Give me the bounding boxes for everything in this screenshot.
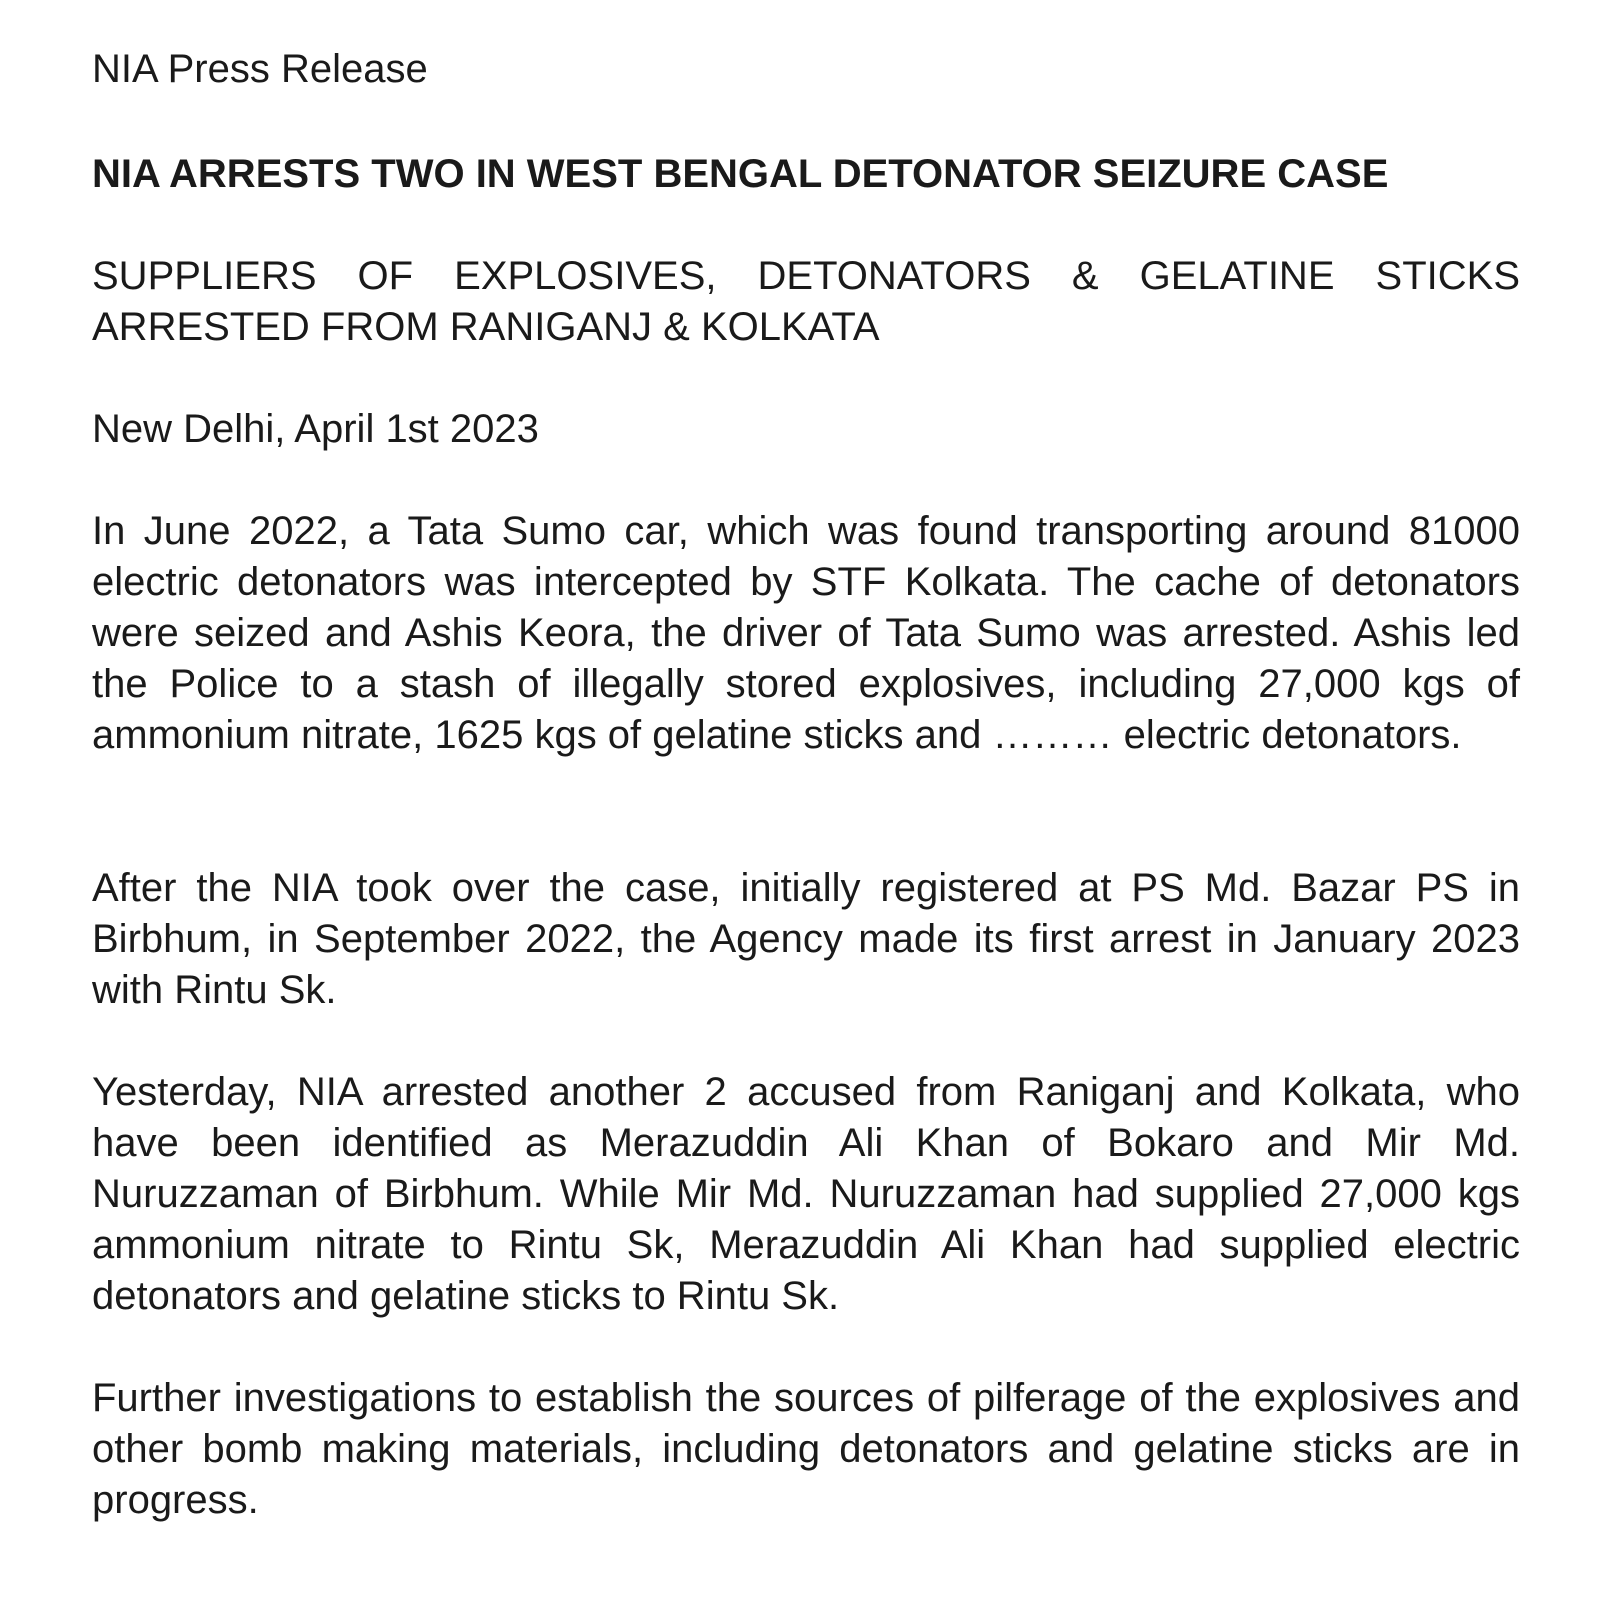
headline: NIA ARRESTS TWO IN WEST BENGAL DETONATOR SEIZURE CASE	[92, 152, 1389, 196]
subheadline: SUPPLIERS OF EXPLOSIVES, DETONATORS & GELATINE STICKS ARRESTED FROM RANIGANJ & KOLKATA	[92, 254, 1520, 349]
paragraph-investigation: Further investigations to establish the sources of pilferage of the explosives and other bomb making materials, including detonators and gelatine sticks are in progress.	[92, 1376, 1520, 1522]
paragraph-seizure: In June 2022, a Tata Sumo car, which was found transporting around 81000 electric detonators was intercepted by STF Kolkata. The cache of detonators were seized and Ashis Keora, the driver of Tata Sumo was arrested. Ashis led the Police to a stash of illegally stored explosives, including 27,000 kgs of ammonium nitrate, 1625 kgs of gelatine sticks and ……… electric detonators.	[92, 509, 1520, 757]
document-label: NIA Press Release	[92, 47, 428, 91]
press-release-page	[92, 44, 1520, 1526]
dateline: New Delhi, April 1st 2023	[92, 407, 539, 451]
paragraph-first-arrest: After the NIA took over the case, initially registered at PS Md. Bazar PS in Birbhum, in September 2022, the Agency made its first arrest in January 2023 with Rintu Sk.	[92, 866, 1520, 1012]
paragraph-new-arrests: Yesterday, NIA arrested another 2 accused from Raniganj and Kolkata, who have been identified as Merazuddin Ali Khan of Bokaro and Mir Md. Nuruzzaman of Birbhum. While Mir Md. Nuruzzaman had supplied 27,000 kgs ammonium nitrate to Rintu Sk, Merazuddin Ali Khan had supplied electric detonators and gelatine sticks to Rintu Sk.	[92, 1070, 1520, 1318]
